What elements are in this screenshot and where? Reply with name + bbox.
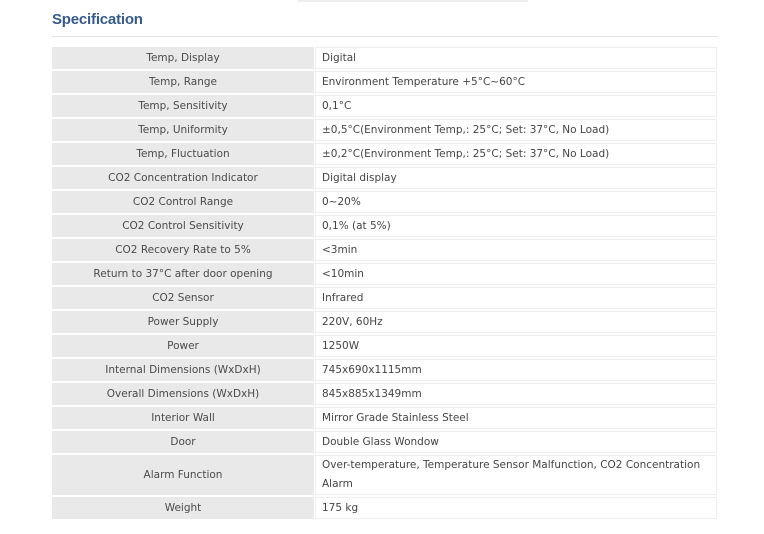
spec-label: Interior Wall [52,407,315,429]
spec-value: Over-temperature, Temperature Sensor Malfunction, CO2 Concentration Alarm [315,455,717,495]
spec-label: CO2 Control Sensitivity [52,215,315,237]
table-row [52,287,717,309]
spec-table [52,45,717,521]
spec-value: 175 kg [315,497,717,519]
table-row [52,167,717,189]
table-row [52,311,717,333]
table-row [52,143,717,165]
spec-value: <3min [315,239,717,261]
table-row [52,431,717,453]
spec-label: Internal Dimensions (WxDxH) [52,359,315,381]
spec-value: Double Glass Wondow [315,431,717,453]
spec-label: Temp, Uniformity [52,119,315,141]
table-row [52,71,717,93]
table-row [52,497,717,519]
spec-label: Overall Dimensions (WxDxH) [52,383,315,405]
table-row [52,191,717,213]
spec-label: CO2 Sensor [52,287,315,309]
spec-label: Return to 37°C after door opening [52,263,315,285]
spec-label: CO2 Concentration Indicator [52,167,315,189]
spec-value: 1250W [315,335,717,357]
table-row [52,383,717,405]
spec-label: CO2 Recovery Rate to 5% [52,239,315,261]
table-row [52,359,717,381]
table-row [52,47,717,69]
spec-label: Temp, Range [52,71,315,93]
page-title: Specification [52,11,143,28]
spec-label: Alarm Function [52,455,315,495]
table-row [52,335,717,357]
table-row [52,407,717,429]
spec-value: <10min [315,263,717,285]
spec-value: 0~20% [315,191,717,213]
spec-value: 0,1°C [315,95,717,117]
spec-value: Infrared [315,287,717,309]
spec-value: 220V, 60Hz [315,311,717,333]
spec-label: CO2 Control Range [52,191,315,213]
spec-label: Door [52,431,315,453]
spec-value: ±0,2°C(Environment Temp,: 25°C; Set: 37°C, No Load) [315,143,717,165]
spec-label: Temp, Display [52,47,315,69]
spec-value: Digital [315,47,717,69]
spec-value: Digital display [315,167,717,189]
spec-label: Temp, Sensitivity [52,95,315,117]
table-row [52,95,717,117]
spec-value: Mirror Grade Stainless Steel [315,407,717,429]
spec-value: 845x885x1349mm [315,383,717,405]
table-row [52,455,717,495]
top-divider [298,0,528,2]
table-row [52,215,717,237]
spec-value: ±0,5°C(Environment Temp,: 25°C; Set: 37°C, No Load) [315,119,717,141]
spec-label: Power Supply [52,311,315,333]
spec-value: 0,1% (at 5%) [315,215,717,237]
table-row [52,119,717,141]
table-row [52,239,717,261]
spec-value: 745x690x1115mm [315,359,717,381]
table-row [52,263,717,285]
spec-label: Temp, Fluctuation [52,143,315,165]
spec-label: Power [52,335,315,357]
spec-value: Environment Temperature +5°C~60°C [315,71,717,93]
section-header [52,10,718,37]
spec-label: Weight [52,497,315,519]
